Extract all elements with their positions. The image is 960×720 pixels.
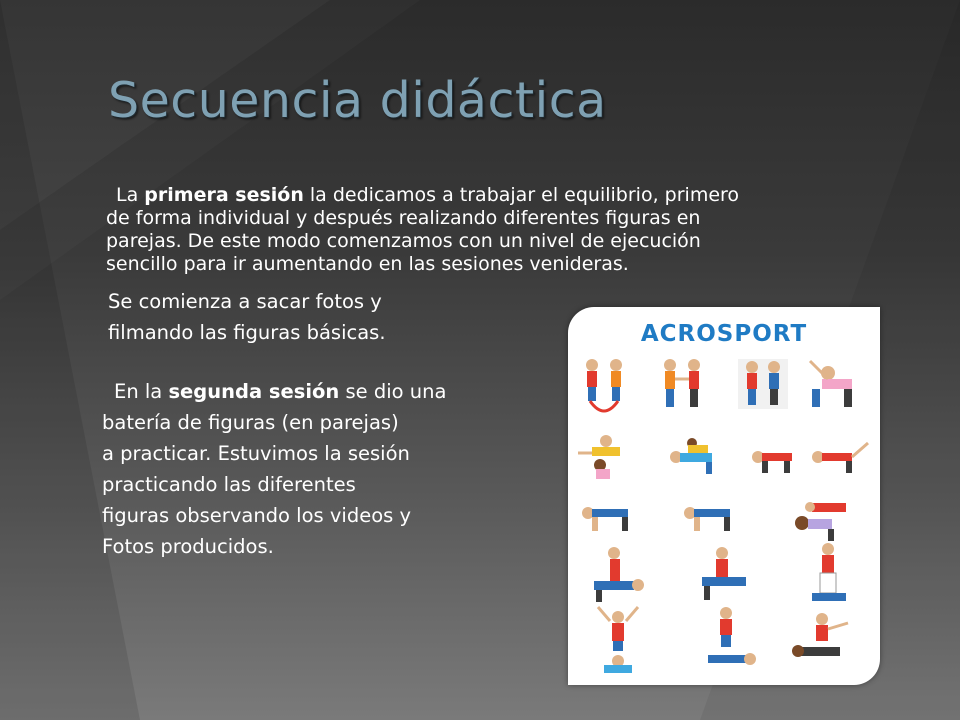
- paragraph3-line6: Fotos producidos.: [102, 535, 274, 558]
- paragraph1-rest: la dedicamos a trabajar el equilibrio, primero: [303, 184, 740, 206]
- poster-title: ACROSPORT: [640, 321, 808, 347]
- paragraph1-pre: La: [116, 184, 145, 206]
- figure-row-1: [586, 359, 852, 411]
- paragraph3-line2: batería de figuras (en parejas): [102, 411, 399, 434]
- paragraph3-bold: segunda sesión: [168, 380, 340, 403]
- paragraph-primera-sesion: [106, 184, 906, 276]
- paragraph3-line5: figuras observando los videos y: [102, 504, 412, 527]
- figure-row-3: [582, 502, 846, 541]
- acrosport-figures-illustration: [568, 307, 880, 685]
- paragraph1-line1: [106, 184, 906, 207]
- paragraph3-line4: practicando las diferentes: [102, 473, 356, 496]
- paragraph1-line3: parejas. De este modo comenzamos con un nivel de ejecución: [106, 230, 701, 252]
- paragraph3-rest: se dio una: [339, 380, 447, 403]
- figure-row-2: [578, 435, 868, 479]
- paragraph-fotos: [108, 286, 568, 348]
- acrosport-poster-image: [568, 307, 880, 685]
- paragraph1-line2: de forma individual y después realizando diferentes figuras en: [106, 207, 701, 229]
- paragraph3-pre: En la: [114, 380, 169, 403]
- paragraph1-line4: sencillo para ir aumentando en las sesiones venideras.: [106, 253, 629, 275]
- paragraph2-line1: Se comienza a sacar fotos y: [108, 290, 382, 313]
- figure-row-4: [594, 543, 846, 602]
- figure-row-5: [598, 607, 848, 673]
- paragraph3-line3: a practicar. Estuvimos la sesión: [102, 442, 410, 465]
- slide-title: Secuencia didáctica: [108, 72, 607, 129]
- paragraph3-line1: [102, 376, 542, 407]
- paragraph1-bold: primera sesión: [144, 184, 304, 206]
- paragraph-segunda-sesion: [102, 376, 542, 562]
- paragraph2-line2: filmando las figuras básicas.: [108, 321, 386, 344]
